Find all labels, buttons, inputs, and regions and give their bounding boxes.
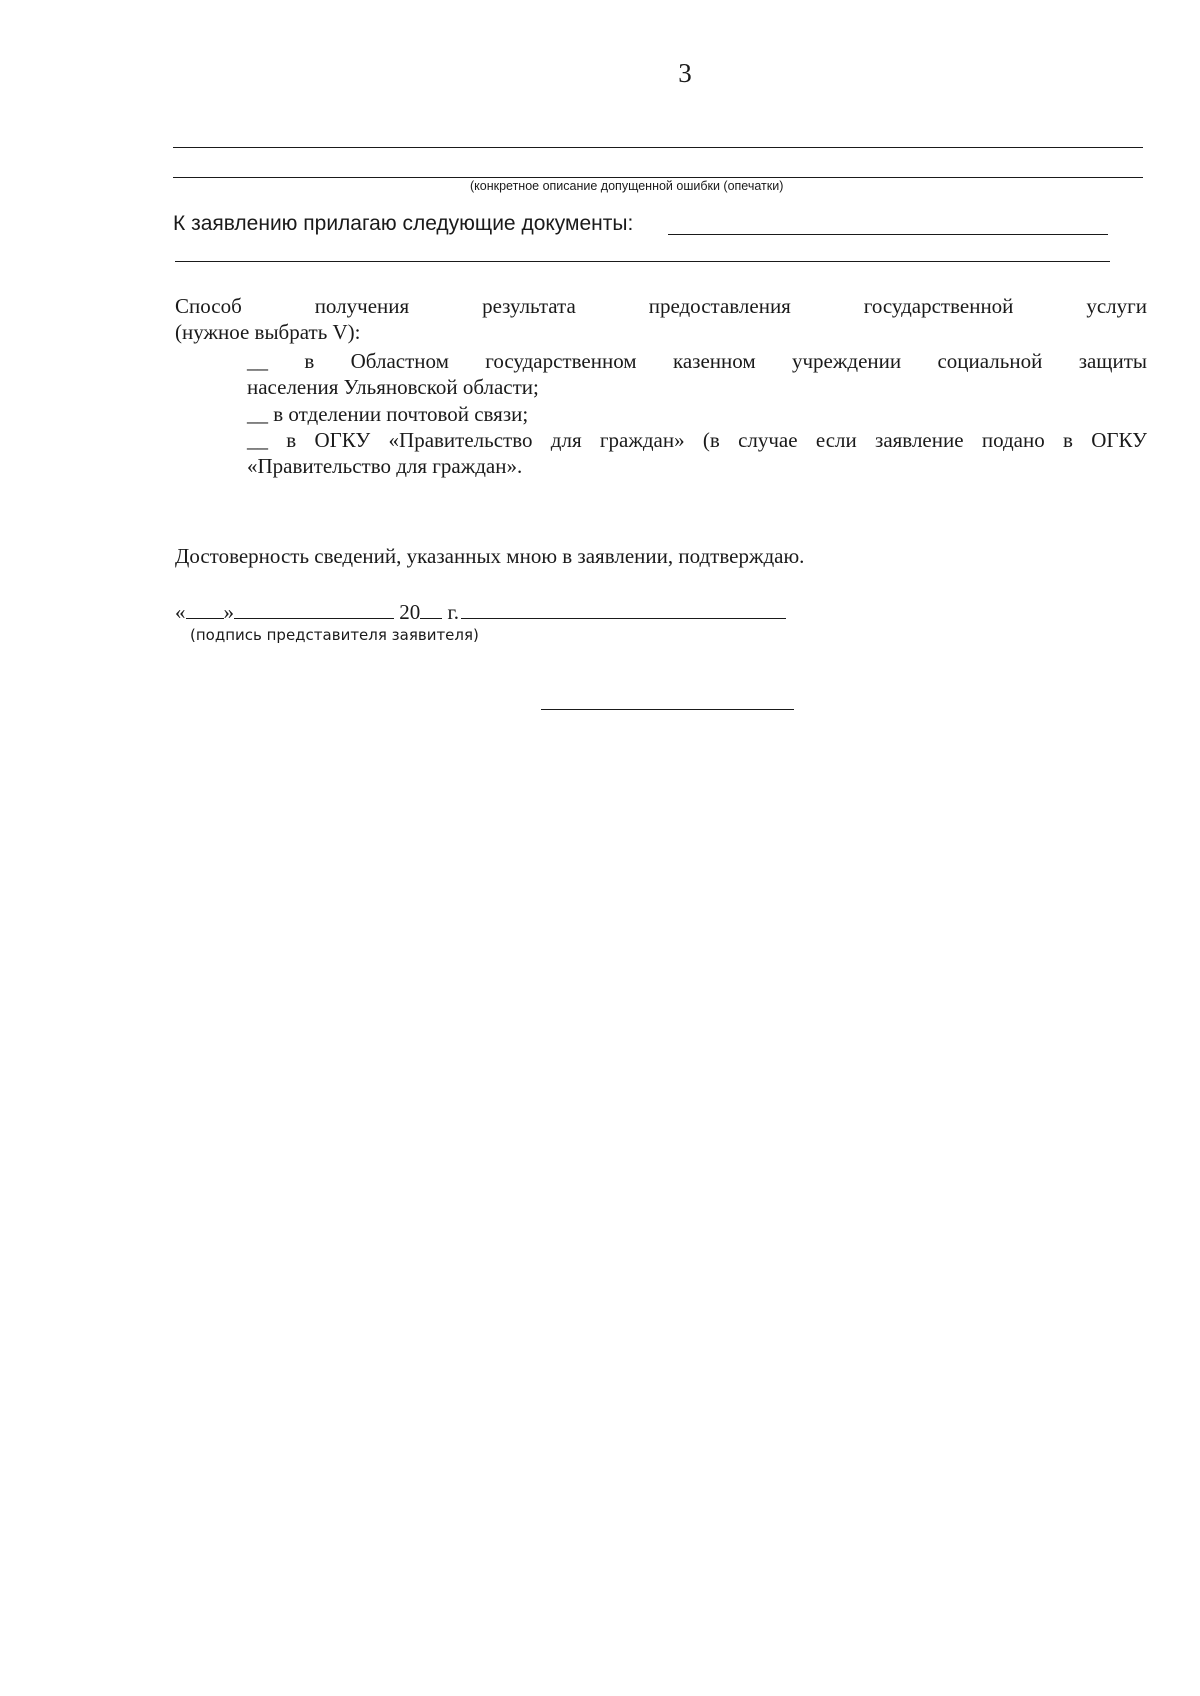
- option-word: подано: [981, 428, 1045, 452]
- option-word: в: [304, 349, 315, 373]
- method-intro-word: Способ: [175, 294, 242, 318]
- option-word: в: [1063, 428, 1073, 452]
- method-option-regional-institution[interactable]: [247, 348, 1147, 400]
- option-word: если: [815, 428, 857, 452]
- option-word: случае: [738, 428, 798, 452]
- signature-caption: (подпись представителя заявителя): [190, 626, 479, 644]
- date-close-quote: »: [223, 600, 234, 624]
- option-word: казенном: [672, 349, 756, 373]
- method-intro-word: получения: [314, 294, 410, 318]
- error-description-line-1[interactable]: [173, 147, 1143, 148]
- option-checkbox-blank[interactable]: __: [247, 428, 268, 452]
- page-number: 3: [678, 58, 692, 88]
- option-line-2: населения Ульяновской области;: [247, 375, 539, 399]
- method-intro-line-1: [175, 293, 1147, 319]
- error-description-line-2[interactable]: [173, 177, 1143, 178]
- option-text: в отделении почтовой связи;: [273, 402, 529, 426]
- date-open-quote: «: [175, 600, 186, 624]
- option-word: социальной: [937, 349, 1043, 373]
- method-intro-word: результата: [482, 294, 576, 318]
- attachments-line-2[interactable]: [175, 261, 1110, 262]
- option-word: ОГКУ: [314, 428, 371, 452]
- option-word: заявление: [875, 428, 964, 452]
- date-year-field[interactable]: [420, 600, 442, 619]
- option-word: (в: [702, 428, 720, 452]
- option-word: Областном: [350, 349, 449, 373]
- option-word: государственном: [485, 349, 637, 373]
- option-checkbox-blank[interactable]: __: [247, 402, 268, 426]
- option-word: учреждении: [792, 349, 902, 373]
- method-intro-line-2: (нужное выбрать V):: [175, 320, 361, 344]
- attachments-line-1[interactable]: [668, 234, 1108, 235]
- closing-separator-line: [541, 709, 794, 710]
- option-word: «Правительство: [388, 428, 533, 452]
- method-option-post-office[interactable]: [247, 401, 1147, 427]
- date-year-prefix: 20: [399, 600, 421, 624]
- date-month-field[interactable]: [234, 600, 394, 619]
- method-intro-word: предоставления: [648, 294, 791, 318]
- option-word: в: [286, 428, 297, 452]
- date-day-field[interactable]: [186, 600, 224, 619]
- method-intro: [175, 293, 1147, 345]
- confirmation-text: Достоверность сведений, указанных мною в заявлении, подтверждаю.: [175, 544, 805, 568]
- method-option-government-for-citizens[interactable]: [247, 427, 1147, 479]
- option-line-1: [247, 427, 1147, 453]
- signature-row: [175, 599, 786, 625]
- option-line-1: [247, 348, 1147, 374]
- option-word: защиты: [1078, 349, 1147, 373]
- method-intro-word: государственной: [863, 294, 1014, 318]
- date-year-suffix: г.: [447, 600, 459, 624]
- option-word: граждан»: [599, 428, 685, 452]
- error-description-caption: (конкретное описание допущенной ошибки (опечатки): [470, 179, 784, 193]
- signature-field[interactable]: [461, 600, 786, 619]
- method-intro-word: услуги: [1086, 294, 1147, 318]
- option-line-2: «Правительство для граждан».: [247, 454, 523, 478]
- option-word: для: [550, 428, 582, 452]
- attachments-label: К заявлению прилагаю следующие документы:: [173, 212, 634, 235]
- option-word: ОГКУ: [1091, 428, 1147, 452]
- option-checkbox-blank[interactable]: __: [247, 349, 268, 373]
